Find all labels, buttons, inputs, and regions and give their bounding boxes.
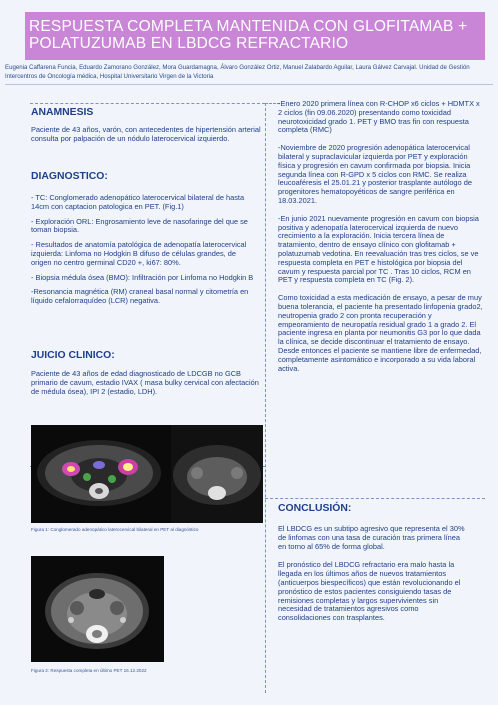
- figure-1-caption: Figura 1: Conglomerado adenopático laterocervical bilateral en PET al diagnóstico: [31, 527, 199, 532]
- conclusion-paragraph-2: El pronóstico del LBDCG refractario era malo hasta la llegada en los últimos años de nuevos tratamientos (anticuerpos biespecíficos) que están revolucionando el pronóstico de estos pacientes consiguiendo tasas de remisiones completas y largos supervivientes sin necesidad de tratamientos agresivos como consolidaciones con trasplantes.: [278, 560, 461, 623]
- figure-2-caption: Figura 2: Respuesta completa en último PET 16.12.2022: [31, 668, 147, 673]
- diagnostico-item-rm: -Resonancia magnética (RM) craneal basal normal y citometría en líquido cefalorraquídeo (LCR) negativa.: [31, 287, 249, 306]
- diagnostico-item-tc: - TC: Conglomerado adenopático laterocervical bilateral de hasta 14cm con captacion patologica en PET. (Fig.1): [31, 193, 245, 211]
- juicio-text: Paciente de 43 años de edad diagnosticado de LDCGB no GCB primario de cavum, estadio IVAX ( masa bulky cervical con afectación de médula ósea), IPI 2 (estadio, LDH).: [31, 369, 259, 396]
- juicio-heading: JUICIO CLINICO:: [31, 350, 115, 361]
- conclusion-paragraph-1: El LBDCG es un subtipo agresivo que representa el 30% de linfomas con una tasa de curación tras primera línea en torno al 65% de forma global.: [278, 524, 465, 551]
- title-band: [25, 12, 485, 60]
- authors-affiliation: Eugenia Caffarena Funcia, Eduardo Zamorano González, Mora Guardamagna, Álvaro González Ortiz, Manuel Zalabardo Aguilar, Laura Gálvez Carvajal. Unidad de Gestión Intercentros de Oncología médica, Hospital Universitario Virgen de la Victoria: [5, 64, 470, 80]
- diagnostico-item-orl: - Exploración ORL: Engrosamiento leve de nasofaringe del que se toman biopsia.: [31, 216, 248, 235]
- conclusion-text: [278, 525, 470, 629]
- figure-1-image: [31, 425, 263, 523]
- column-divider: [265, 103, 266, 693]
- evolucion-primera-linea: -Enero 2020 primera línea con R-CHOP x6 ciclos + HDMTX x 2 ciclos (fin 09.06.2020) presentando como toxicidad neurotoxicidad grado 1. PET y BMO tras fin con respuesta completa (RMC): [278, 99, 480, 135]
- left-top-divider: [30, 103, 265, 104]
- ct-scan-image: [31, 556, 164, 662]
- diagnostico-item-anatomia: - Resultados de anatomía patológica de adenopatía laterocervical izquierda: Linfoma no Hodgkin B difuso de células grandes, de origen no centro germinal CD20 +, ki67: 80%.: [31, 240, 247, 267]
- conclusion-heading: CONCLUSIÓN:: [278, 503, 352, 514]
- anamnesis-text: Paciente de 43 años, varón, con antecedentes de hipertensión arterial consulta por palpación de un nódulo laterocervical izquierdo.: [31, 125, 261, 143]
- diagnostico-item-bmo: - Biopsia médula ósea (BMO): Infiltración por Linfoma no Hodgkin B: [31, 272, 254, 282]
- evolucion-segunda-linea: -Noviembre de 2020 progresión adenopática laterocervical bilateral y supraclavicular izquierda por PET y exploración física y progresión en cavum confirmada por biopsia. Inicia segunda línea con R-GPD x 5 ciclos con RMC. Se realiza leucoaféresis el 25.01.21 y posterior trasplante autólogo de progenitores hematopoyéticos de sangre periférica en 18.03.2021.: [278, 143, 472, 205]
- evolucion-tercera-linea: -En junio 2021 nuevamente progresión en cavum con biopsia positiva y adenopatía laterocervical izquierda de nuevo crecimiento a la exploración. Inicia tercera línea de tratamiento, dentro de ensayo clínico con glofitamab + polatuzumab vedotina. En reevaluación tras tres ciclos, se ve respuesta completa en PET e histológica por biopsia del cavum y respuesta parcial por TC . Tras 10 ciclos, RCM en PET y respuesta completa en TC (Fig. 2).: [278, 213, 479, 285]
- diagnostico-list: [31, 194, 257, 312]
- diagnostico-heading: DIAGNOSTICO:: [31, 171, 108, 182]
- anamnesis-heading: ANAMNESIS: [31, 107, 94, 118]
- conclusion-divider: [265, 498, 485, 499]
- figure-2-image: [31, 556, 164, 662]
- header-divider: [5, 84, 493, 85]
- evolucion-text: [278, 100, 484, 379]
- pet-scan-image: [31, 425, 263, 523]
- poster-title: RESPUESTA COMPLETA MANTENIDA CON GLOFITAMAB + POLATUZUMAB EN LBDCG REFRACTARIO: [29, 18, 468, 52]
- evolucion-toxicidad: Como toxicidad a esta medicación de ensayo, a pesar de muy buena tolerancia, el paciente ha presentado linfopenia grado2, neutropenia grado 2 con pronta recuperación y empeoramiento de neuropatía residual grado 1 a grado 2. El paciente ingresa en planta por neumonitis G3 por lo que dada la clínica, se decide discontinuar el tratamiento de ensayo. Desde entonces el paciente se mantiene libre de enfermedad, completamente asintomático e incorporado a su vida laboral activa.: [278, 293, 483, 373]
